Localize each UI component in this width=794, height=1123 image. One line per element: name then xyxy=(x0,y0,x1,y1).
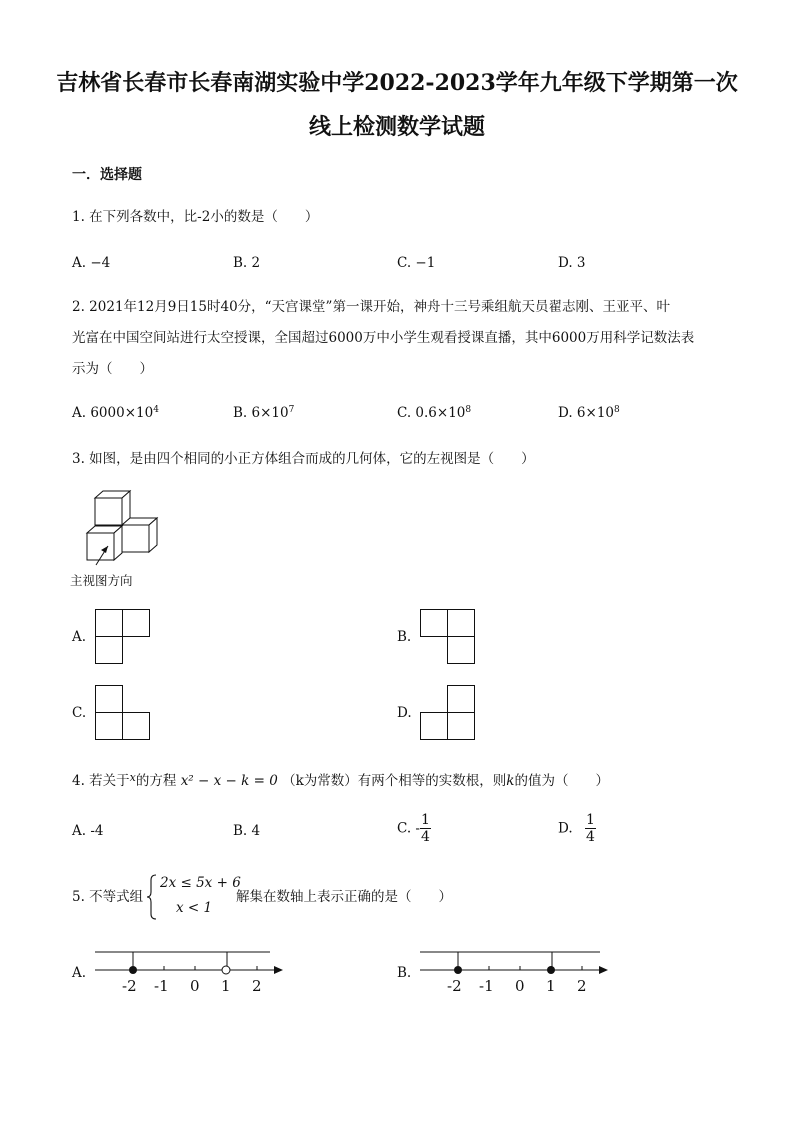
q5-b-tick-neg1: -1 xyxy=(479,977,494,995)
q3-option-d-label: D. xyxy=(397,705,412,721)
q4-stem: 4. 若关于$^x$的方程 x² − x − k = 0 （k为常数）有两个相等的实数根，则k的值为（ ） xyxy=(72,771,609,789)
q4-option-c: C. - $\frac{1}{4}$ xyxy=(397,812,430,845)
q5-inequality-1: 2x ≤ 5x + 6 xyxy=(160,875,241,891)
q2-option-d: D. $6\times 10^8$ xyxy=(558,405,620,421)
q5-prefix: 5. 不等式组 xyxy=(72,889,144,905)
q2-stem-line-2: 光富在中国空间站进行太空授课，全国超过6000万中小学生观看授课直播，其中6000万用科学记数法表 xyxy=(72,330,695,346)
q3-option-b-shape xyxy=(420,609,476,665)
q5-b-tick-2: 2 xyxy=(577,977,587,995)
q5-a-tick-1: 1 xyxy=(221,977,231,995)
q5-option-a-label: A. xyxy=(72,965,87,981)
q3-option-c-shape xyxy=(95,685,151,741)
q5-a-tick-0: 0 xyxy=(190,977,200,995)
q1-option-b: B. 2 xyxy=(233,255,261,271)
q2-stem-line-1: 2. 2021年12月9日15时40分，“天宫课堂”第一课开始，神舟十三号乘组航天员翟志刚、王亚平、叶 xyxy=(72,299,670,315)
q3-option-c-label: C. xyxy=(72,705,87,721)
q4-option-d: D. $\frac{1}{4}$ xyxy=(558,812,595,845)
q4-option-b: B. 4 xyxy=(233,823,261,839)
q1-option-a: A. −4 xyxy=(72,255,111,271)
q1-stem: 1. 在下列各数中，比-2小的数是（ ） xyxy=(72,209,319,225)
q1-option-c: C. −1 xyxy=(397,255,436,271)
q5-a-tick-neg1: -1 xyxy=(154,977,169,995)
q5-suffix: 解集在数轴上表示正确的是（ ） xyxy=(236,889,452,905)
page-title-line-1: 吉林省长春市长春南湖实验中学2022-2023学年九年级下学期第一次 xyxy=(56,70,738,96)
q5-a-tick-neg2: -2 xyxy=(122,977,137,995)
q2-option-b: B. $6\times 10^7$ xyxy=(233,405,295,421)
q3-option-a-label: A. xyxy=(72,629,87,645)
q5-inequality-2: x < 1 xyxy=(176,900,213,916)
q3-stem: 3. 如图，是由四个相同的小正方体组合而成的几何体，它的左视图是（ ） xyxy=(72,451,535,467)
q5-b-tick-neg2: -2 xyxy=(447,977,462,995)
page-title-line-2: 线上检测数学试题 xyxy=(308,114,485,140)
q5-option-b-label: B. xyxy=(397,965,412,981)
left-brace-icon xyxy=(146,874,158,920)
section-heading: 一．选择题 xyxy=(72,167,142,183)
q5-b-tick-0: 0 xyxy=(515,977,525,995)
q2-option-a: A. $6000\times 10^4$ xyxy=(72,405,159,421)
cube-figure xyxy=(70,488,170,574)
q2-option-c: C. $0.6\times 10^8$ xyxy=(397,405,472,421)
q3-option-a-shape xyxy=(95,609,151,665)
q2-stem-line-3: 示为（ ） xyxy=(72,361,153,377)
q3-option-b-label: B. xyxy=(397,629,412,645)
q1-option-d: D. 3 xyxy=(558,255,586,271)
figure-caption: 主视图方向 xyxy=(70,573,133,588)
q3-option-d-shape xyxy=(420,685,476,741)
q5-a-tick-2: 2 xyxy=(252,977,262,995)
q4-option-a: A. -4 xyxy=(72,823,104,839)
q4-equation: x² − x − k = 0 xyxy=(180,773,278,789)
q5-b-tick-1: 1 xyxy=(546,977,556,995)
